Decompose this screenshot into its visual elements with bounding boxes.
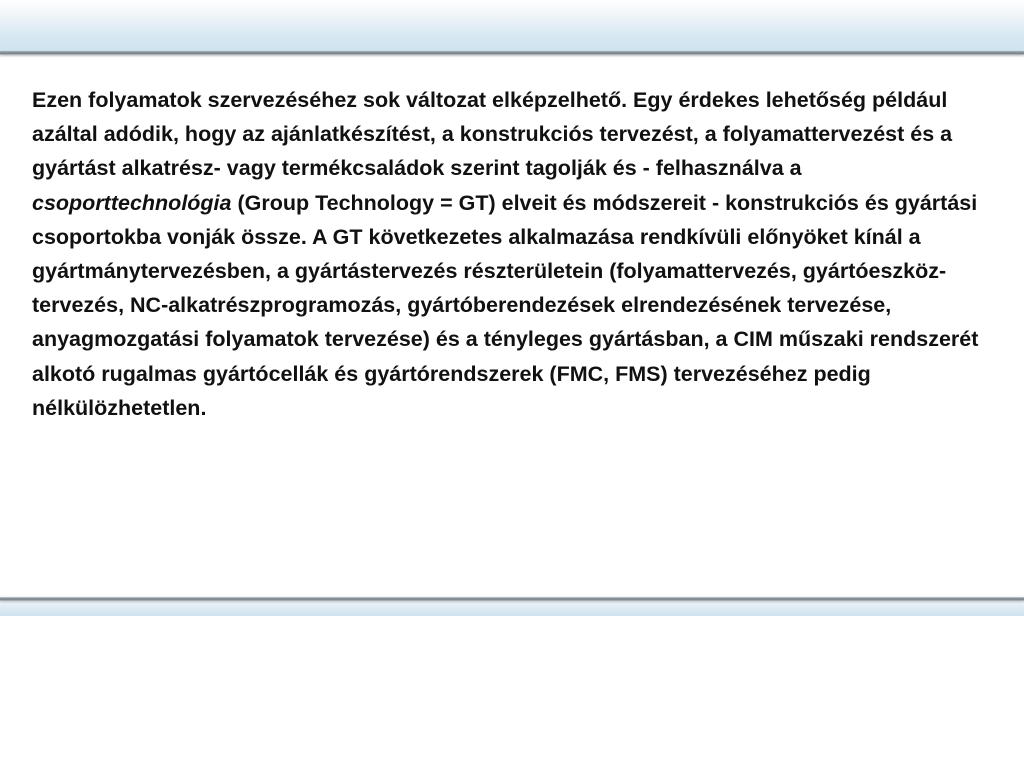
header-divider: [0, 51, 1024, 55]
slide-body-text: [32, 83, 1007, 425]
body-text-part-1: Ezen folyamatok szervezéséhez sok változat elképzelhető. Egy érdekes lehetőség például azáltal adódik, hogy az ajánlatkészítést, a konstrukciós tervezést, a folyamattervezést és a gyártást alkatrész- vagy termékcsaládok szerint tagolják és - felhasználva a: [32, 88, 953, 181]
footer-divider: [0, 597, 1024, 601]
header-band: [0, 0, 1024, 54]
body-text-italic-term: csoporttechnológia: [32, 190, 232, 215]
body-text-part-2: (Group Technology = GT) elveit és módszereit - konstrukciós és gyártási csoportokba vonják össze. A GT következetes alkalmazása rendkívüli előnyöket kínál a gyártmánytervezésben, a gyártástervezés részterületein (folyamattervezés, gyártóeszköz-tervezés, NC-alkatrészprogramozás, gyártóberendezések elrendezésének tervezése, anyagmozgatási folyamatok tervezése) és a tényleges gyártásban, a CIM műszaki rendszerét alkotó rugalmas gyártócellák és gyártórendszerek (FMC, FMS) tervezéséhez pedig nélkülözhetetlen.: [32, 190, 979, 420]
